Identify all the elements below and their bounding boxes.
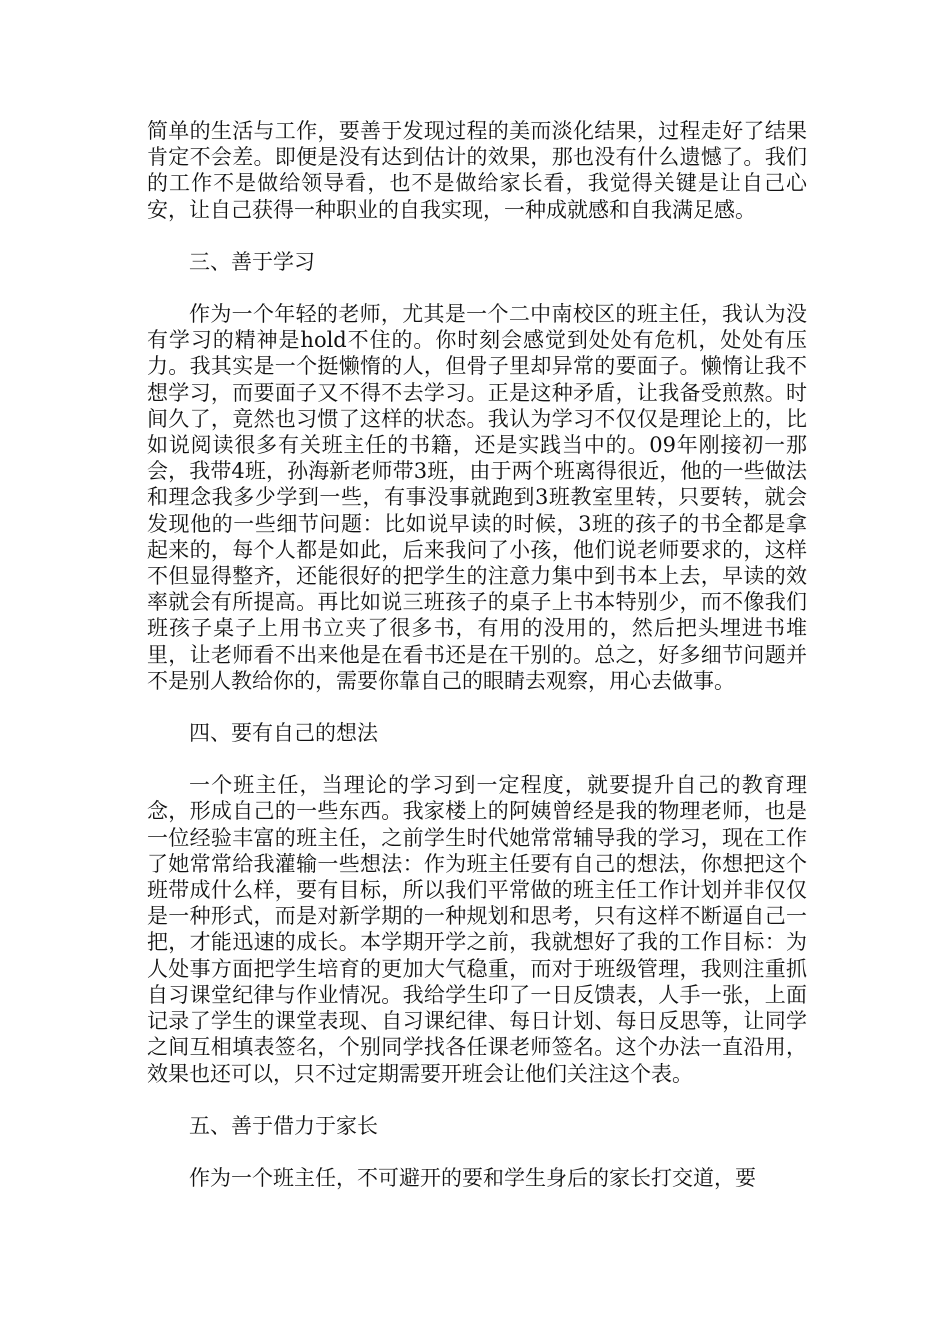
section-heading-learning: 三、善于学习: [189, 249, 315, 274]
paragraph-own-ideas: 一个班主任，当理论的学习到一定程度，就要提升自己的教育理念，形成自己的一些东西。我家楼上的阿姨曾经是我的物理老师，也是一位经验丰富的班主任，之前学生时代她常常辅导我的学习，现在工作了她常常给我灌输一些想法：作为班主任要有自己的想法，你想把这个班带成什么样，要有目标，所以我们平常做的班主任工作计划并非仅仅是一种形式，而是对新学期的一种规划和思考，只有这样不断逼自己一把，才能迅速的成长。本学期开学之前，我就想好了我的工作目标：为人处事方面把学生培育的更加大气稳重，而对于班级管理，我则注重抓自习课堂纪律与作业情况。我给学生印了一日反馈表，人手一张，上面记录了学生的课堂表现、自习课纪律、每日计划、每日反思等，让同学之间互相填表签名，个别同学找各任课老师签名。这个办法一直沿用，效果也还可以，只不过定期需要开班会让他们关注这个表。: [147, 773, 807, 1086]
paragraph-parents: 作为一个班主任，不可避开的要和学生身后的家长打交道，要: [189, 1165, 756, 1190]
paragraph-learning: 作为一个年轻的老师，尤其是一个二中南校区的班主任，我认为没有学习的精神是hold不住的。你时刻会感觉到处处有危机，处处有压力。我其实是一个挺懒惰的人，但骨子里却异常的要面子。懒惰让我不想学习，而要面子又不得不去学习。正是这种矛盾，让我备受煎熬。时间久了，竟然也习惯了这样的状态。我认为学习不仅仅是理论上的，比如说阅读很多有关班主任的书籍，还是实践当中的。09年刚接初一那会，我带4班，孙海新老师带3班，由于两个班离得很近，他的一些做法和理念我多少学到一些，有事没事就跑到3班教室里转，只要转，就会发现他的一些细节问题：比如说早读的时候，3班的孩子的书全都是拿起来的，每个人都是如此，后来我问了小孩，他们说老师要求的，这样不但显得整齐，还能很好的把学生的注意力集中到书本上去，早读的效率就会有所提高。再比如说三班孩子的桌子上书本特别少，而不像我们班孩子桌子上用书立夹了很多书，有用的没用的，然后把头埋进书堆里，让老师看不出来他是在看书还是在干别的。总之，好多细节问题并不是别人教给你的，需要你靠自己的眼睛去观察，用心去做事。: [147, 302, 807, 693]
document-page: [147, 118, 807, 1191]
paragraph-intro: 简单的生活与工作，要善于发现过程的美而淡化结果，过程走好了结果肯定不会差。即便是没有达到估计的效果，那也没有什么遗憾了。我们的工作不是做给领导看，也不是做给家长看，我觉得关键是让自己心安，让自己获得一种职业的自我实现，一种成就感和自我满足感。: [147, 119, 807, 222]
section-heading-own-ideas: 四、要有自己的想法: [189, 721, 378, 746]
section-heading-parents: 五、善于借力于家长: [189, 1113, 378, 1138]
